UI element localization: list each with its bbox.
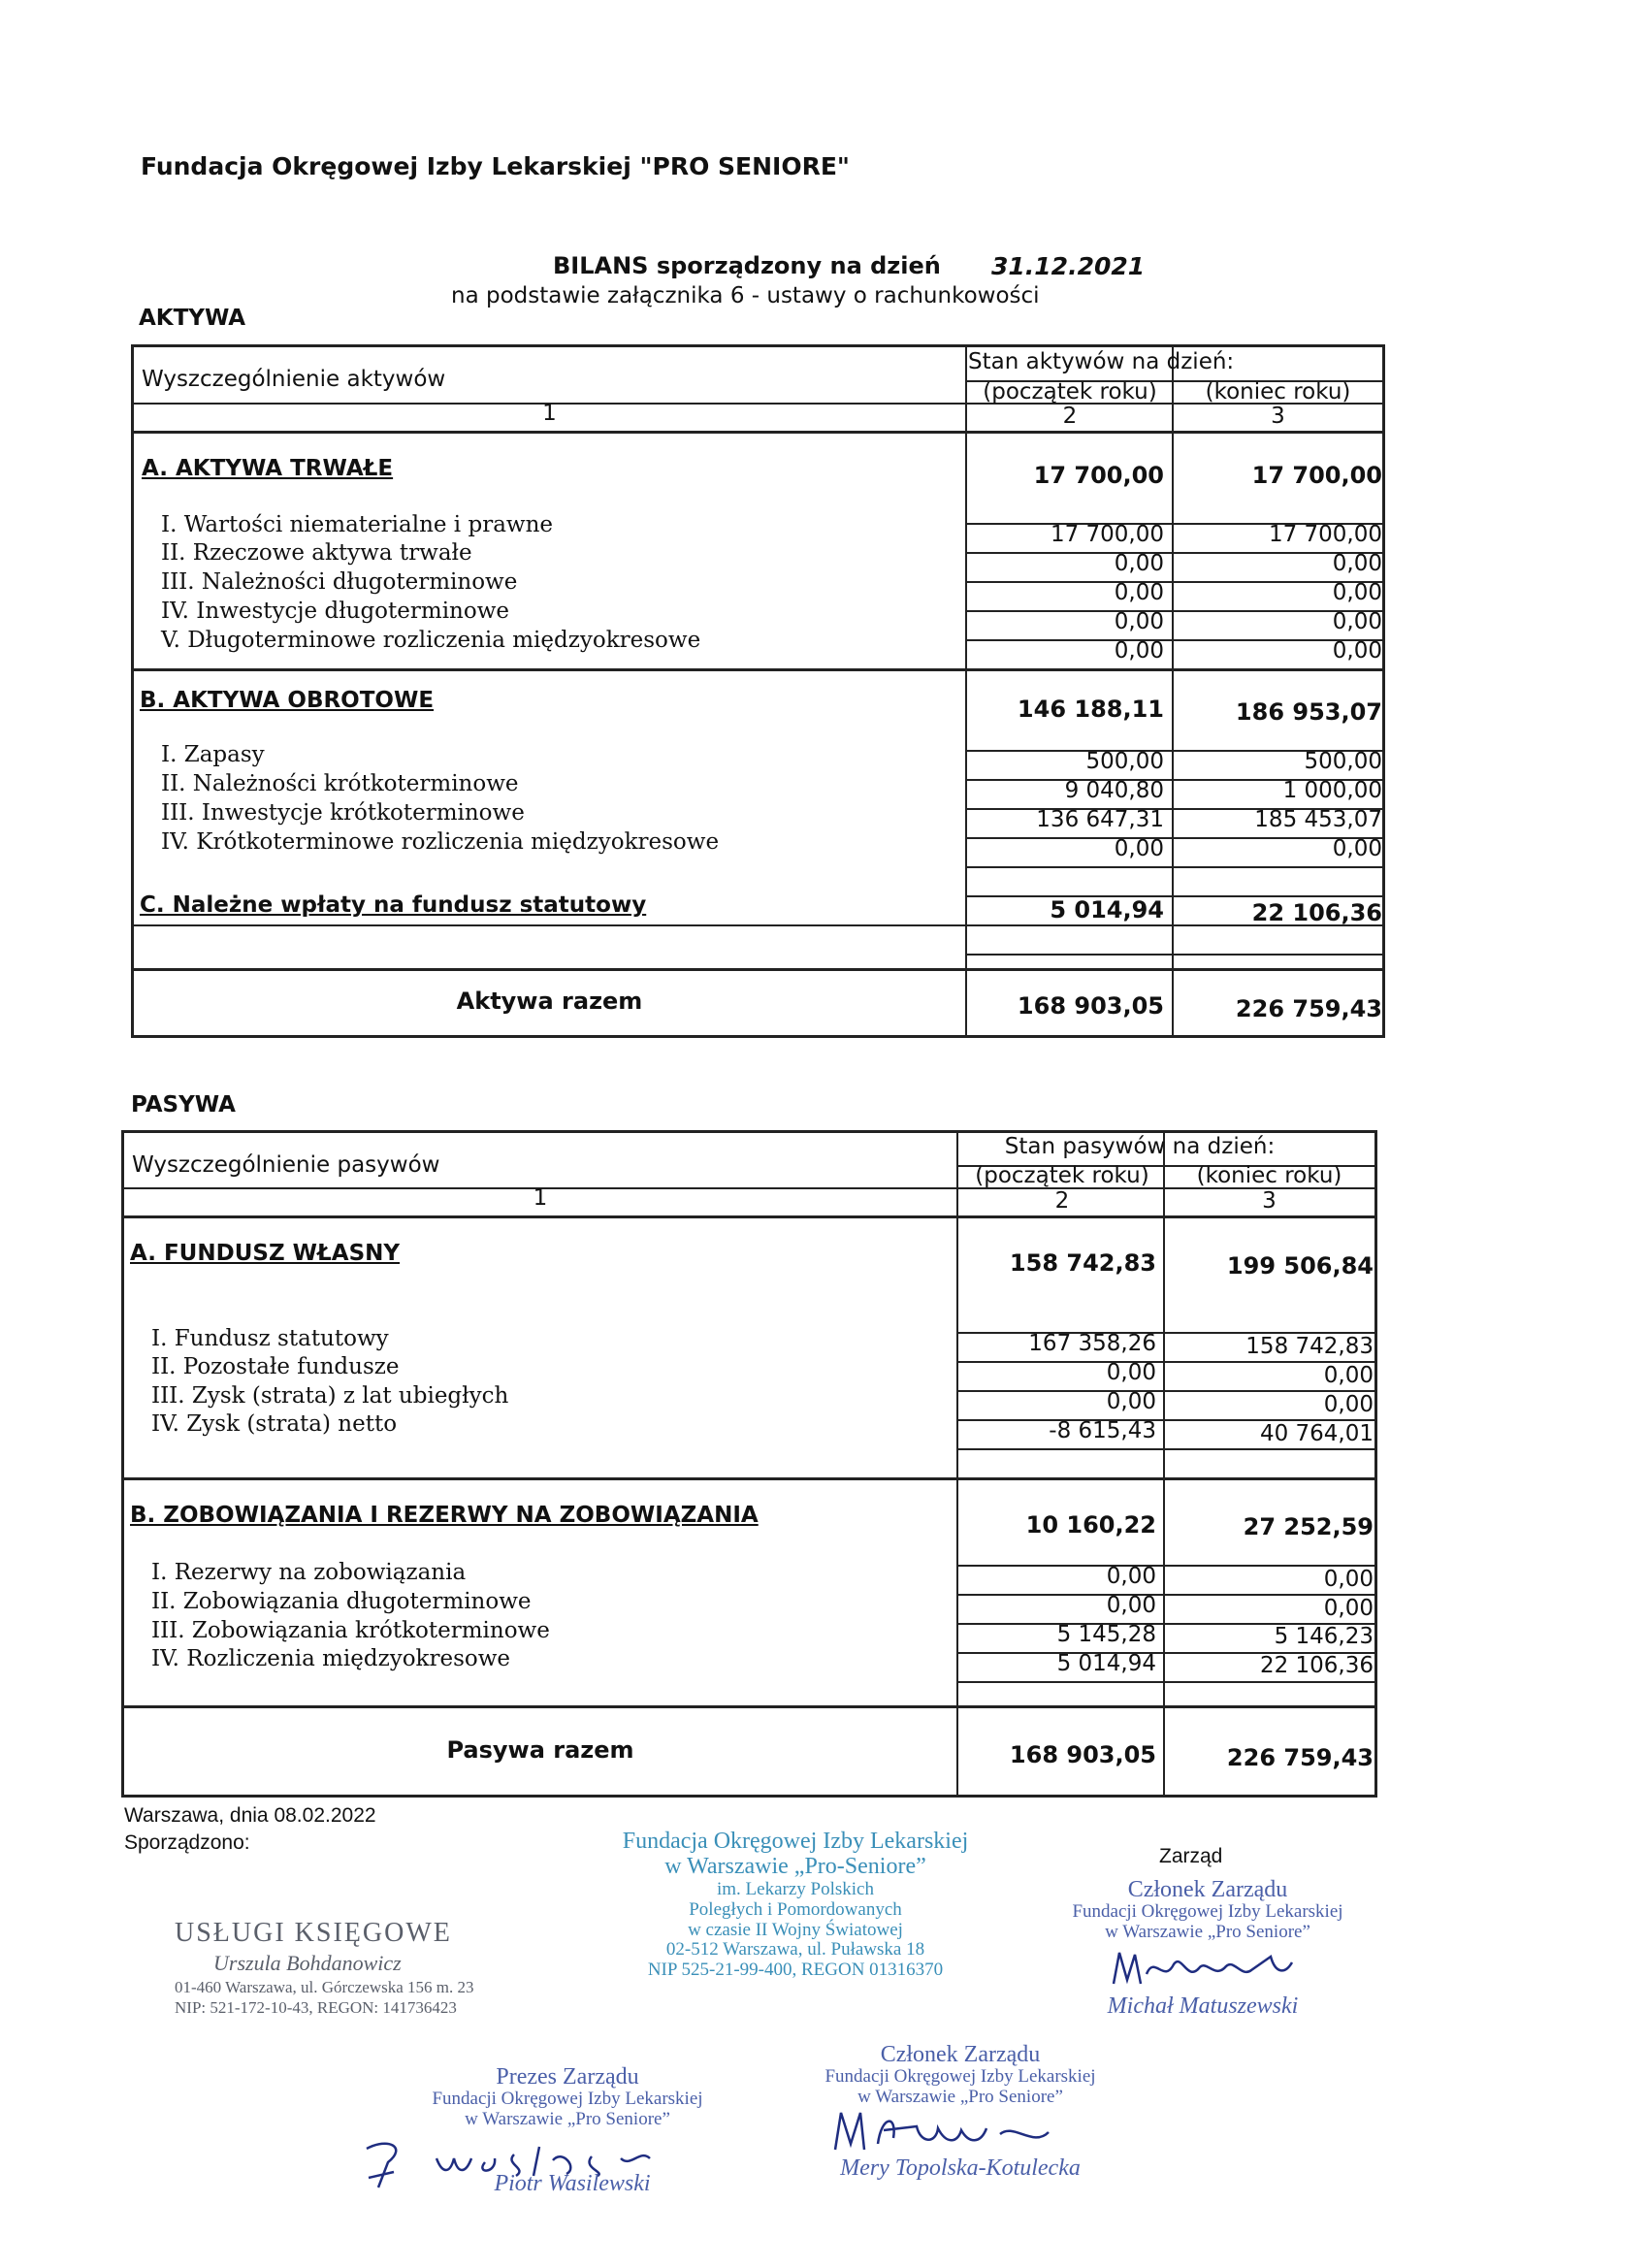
liabilities-item-b3-start: 5 145,28 xyxy=(1056,1622,1156,1647)
assets-group-b-start: 146 188,11 xyxy=(1017,696,1164,723)
assets-item-b1-start: 500,00 xyxy=(1085,749,1164,774)
liabilities-item-b4-label: IV. Rozliczenia międzyokresowe xyxy=(151,1646,511,1671)
liabilities-item-a3-label: III. Zysk (strata) z lat ubiegłych xyxy=(151,1383,509,1409)
assets-total-start: 168 903,05 xyxy=(1017,992,1164,1020)
liabilities-item-b1-start: 0,00 xyxy=(1106,1564,1156,1589)
assets-item-b2-start: 9 040,80 xyxy=(1064,778,1164,803)
assets-item-a4-label: IV. Inwestycje długoterminowe xyxy=(161,599,510,624)
liabilities-item-a2-start: 0,00 xyxy=(1106,1360,1156,1385)
organization-title: Fundacja Okręgowej Izby Lekarskiej "PRO SENIORE" xyxy=(141,152,850,180)
liabilities-item-a3-start: 0,00 xyxy=(1106,1389,1156,1414)
assets-item-a1-start: 17 700,00 xyxy=(1050,522,1164,547)
assets-item-a3-start: 0,00 xyxy=(1114,580,1164,605)
liabilities-item-a1-label: I. Fundusz statutowy xyxy=(151,1326,389,1351)
place-date: Warszawa, dnia 08.02.2022 xyxy=(124,1804,376,1827)
liabilities-col-start: (początek roku) xyxy=(975,1163,1149,1188)
assets-state-header: Stan aktywów na dzień: xyxy=(968,349,1235,374)
assets-item-b3-end: 185 453,07 xyxy=(1254,807,1382,832)
liabilities-item-b1-label: I. Rezerwy na zobowiązania xyxy=(151,1560,467,1585)
board-member-stamp-1: Członek Zarządu Fundacji Okręgowej Izby Lekarskiej w Warszawie „Pro Seniore” xyxy=(1072,1877,1343,1943)
assets-item-a4-end: 0,00 xyxy=(1332,609,1382,634)
board-label: Zarząd xyxy=(1159,1845,1223,1867)
liabilities-group-a-start: 158 742,83 xyxy=(1009,1249,1156,1277)
assets-section-label: AKTYWA xyxy=(139,306,246,331)
liabilities-item-b2-end: 0,00 xyxy=(1323,1596,1374,1621)
liabilities-item-b1-end: 0,00 xyxy=(1323,1567,1374,1592)
assets-total-end: 226 759,43 xyxy=(1235,995,1382,1022)
accounting-stamp: USŁUGI KSIĘGOWE Urszula Bohdanowicz 01-460 Warszawa, ul. Górczewska 156 m. 23 NIP: 521-172-10-43, REGON: 141736423 xyxy=(175,1918,474,2017)
assets-col-num-3: 3 xyxy=(1271,404,1285,429)
assets-item-a5-end: 0,00 xyxy=(1332,638,1382,664)
liabilities-item-b2-start: 0,00 xyxy=(1106,1593,1156,1618)
liabilities-item-a2-label: II. Pozostałe fundusze xyxy=(151,1354,400,1379)
assets-item-a3-end: 0,00 xyxy=(1332,580,1382,605)
matuszewski-name: Michał Matuszewski xyxy=(1107,1993,1299,2019)
assets-item-a1-end: 17 700,00 xyxy=(1268,522,1382,547)
wasilewski-name: Piotr Wasilewski xyxy=(494,2171,651,2196)
liabilities-item-a1-start: 167 358,26 xyxy=(1028,1331,1156,1356)
assets-item-b4-label: IV. Krótkoterminowe rozliczenia międzyokresowe xyxy=(161,829,720,855)
liabilities-item-b3-end: 5 146,23 xyxy=(1274,1624,1374,1649)
liabilities-col-num-1: 1 xyxy=(533,1185,548,1211)
assets-group-c-start: 5 014,94 xyxy=(1050,896,1164,923)
liabilities-group-a-end: 199 506,84 xyxy=(1226,1252,1374,1280)
assets-item-a1-label: I. Wartości niematerialne i prawne xyxy=(161,512,554,537)
liabilities-group-b-label: B. ZOBOWIĄZANIA I REZERWY NA ZOBOWIĄZANIA xyxy=(130,1503,759,1528)
document-title: BILANS sporządzony na dzień xyxy=(553,252,941,279)
assets-item-a4-start: 0,00 xyxy=(1114,609,1164,634)
assets-item-b1-label: I. Zapasy xyxy=(161,742,265,767)
liabilities-item-b4-end: 22 106,36 xyxy=(1259,1653,1374,1678)
topolska-signature xyxy=(829,2105,1062,2163)
liabilities-item-a4-label: IV. Zysk (strata) netto xyxy=(151,1411,398,1437)
liabilities-section-label: PASYWA xyxy=(131,1092,236,1118)
president-stamp: Prezes Zarządu Fundacji Okręgowej Izby Lekarskiej w Warszawie „Pro Seniore” xyxy=(432,2064,703,2130)
assets-total-label: Aktywa razem xyxy=(456,988,643,1015)
assets-item-a2-end: 0,00 xyxy=(1332,551,1382,576)
liabilities-col-header: Wyszczególnienie pasywów xyxy=(132,1152,440,1178)
liabilities-col-end: (koniec roku) xyxy=(1196,1163,1342,1188)
prepared-label: Sporządzono: xyxy=(124,1831,250,1854)
liabilities-item-a3-end: 0,00 xyxy=(1323,1392,1374,1417)
assets-item-b2-label: II. Należności krótkoterminowe xyxy=(161,771,519,796)
assets-col-end: (koniec roku) xyxy=(1205,379,1351,405)
assets-group-b-end: 186 953,07 xyxy=(1235,698,1382,726)
liabilities-total-end: 226 759,43 xyxy=(1226,1744,1374,1771)
topolska-name: Mery Topolska-Kotulecka xyxy=(840,2155,1081,2181)
assets-col-header: Wyszczególnienie aktywów xyxy=(142,367,446,392)
assets-item-a2-start: 0,00 xyxy=(1114,551,1164,576)
liabilities-item-a4-end: 40 764,01 xyxy=(1259,1421,1374,1446)
document-subtitle: na podstawie załącznika 6 - ustawy o rachunkowości xyxy=(451,283,1040,308)
board-member-stamp-2: Członek Zarządu Fundacji Okręgowej Izby Lekarskiej w Warszawie „Pro Seniore” xyxy=(824,2042,1096,2108)
assets-item-b4-end: 0,00 xyxy=(1332,836,1382,861)
liabilities-total-label: Pasywa razem xyxy=(446,1736,634,1764)
assets-table xyxy=(131,344,1385,1038)
liabilities-item-a4-start: -8 615,43 xyxy=(1049,1418,1156,1443)
assets-item-b4-start: 0,00 xyxy=(1114,836,1164,861)
assets-col-num-2: 2 xyxy=(1062,404,1078,429)
assets-item-a5-label: V. Długoterminowe rozliczenia międzyokresowe xyxy=(161,628,701,653)
foundation-stamp: Fundacja Okręgowej Izby Lekarskiej w Warszawie „Pro-Seniore” im. Lekarzy Polskich Poległych i Pomordowanych w czasie II Wojny Światowej 02-512 Warszawa, ul. Puławska 18 NIP 525-21-99-400, REGON 01316370 xyxy=(622,1829,969,1981)
liabilities-item-b3-label: III. Zobowiązania krótkoterminowe xyxy=(151,1618,550,1643)
assets-item-a5-start: 0,00 xyxy=(1114,638,1164,664)
liabilities-item-b2-label: II. Zobowiązania długoterminowe xyxy=(151,1589,532,1614)
assets-item-b1-end: 500,00 xyxy=(1304,749,1382,774)
assets-col-num-1: 1 xyxy=(542,401,557,426)
assets-group-a-end: 17 700,00 xyxy=(1251,462,1382,489)
liabilities-state-header: Stan pasywów na dzień: xyxy=(1004,1134,1276,1159)
liabilities-table xyxy=(121,1130,1377,1798)
assets-col-start: (początek roku) xyxy=(983,379,1157,405)
assets-item-a2-label: II. Rzeczowe aktywa trwałe xyxy=(161,540,472,566)
assets-item-a3-label: III. Należności długoterminowe xyxy=(161,569,518,595)
assets-group-c-label: C. Należne wpłaty na fundusz statutowy xyxy=(140,892,647,918)
assets-group-b-label: B. AKTYWA OBROTOWE xyxy=(140,688,435,713)
liabilities-col-num-3: 3 xyxy=(1262,1188,1277,1214)
liabilities-group-a-label: A. FUNDUSZ WŁASNY xyxy=(130,1241,401,1266)
assets-group-c-end: 22 106,36 xyxy=(1251,899,1382,926)
assets-group-a-start: 17 700,00 xyxy=(1033,462,1164,489)
liabilities-group-b-end: 27 252,59 xyxy=(1243,1513,1374,1540)
assets-group-a-label: A. AKTYWA TRWAŁE xyxy=(142,456,394,481)
liabilities-item-b4-start: 5 014,94 xyxy=(1056,1651,1156,1676)
liabilities-total-start: 168 903,05 xyxy=(1009,1741,1156,1768)
liabilities-item-a2-end: 0,00 xyxy=(1323,1363,1374,1388)
assets-item-b2-end: 1 000,00 xyxy=(1282,778,1382,803)
balance-date: 31.12.2021 xyxy=(991,252,1146,280)
assets-item-b3-label: III. Inwestycje krótkoterminowe xyxy=(161,800,525,826)
liabilities-group-b-start: 10 160,22 xyxy=(1025,1511,1156,1539)
assets-item-b3-start: 136 647,31 xyxy=(1036,807,1164,832)
liabilities-col-num-2: 2 xyxy=(1054,1188,1070,1214)
liabilities-item-a1-end: 158 742,83 xyxy=(1245,1334,1374,1359)
